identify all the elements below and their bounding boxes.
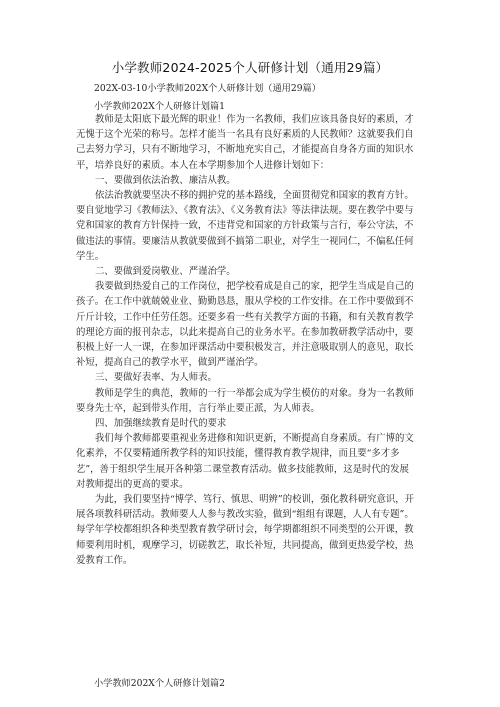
document-body xyxy=(76,112,418,568)
paragraph-point-2: 我要做到热爱自己的工作岗位，把学校看成是自己的家，把学生当成是自己的孩子。在工作中就兢兢业业、勤勤恳恳，服从学校的工作安排。在工作中要做到不斤斤计较，工作中任劳任怨。还要多看一些有关教学方面的书籍，和有关教育教学的理论方面的报刊杂志，以此来提高自己的业务水平。在参加教研教学活动中，要积极上好一人一课，在参加评课活动中要积极发言，并注意吸取别人的意见，取长补短，提高自己的教学水平，做到严谨治学。 xyxy=(76,281,414,369)
heading-point-4: 四、加强继续教育是时代的要求 xyxy=(95,418,227,430)
section-heading-1: 小学教师202X个人研修计划篇1 xyxy=(94,101,225,112)
heading-point-1: 一、要做到依法治教、廉洁从教。 xyxy=(95,174,236,186)
section-heading-2: 小学教师202X个人研修计划篇2 xyxy=(94,678,225,689)
paragraph-point-4-cont: 为此，我们要坚持“博学、笃行、慎思、明辨”的校训，强化教科研究意识，开展各项教科研活动。教师要人人参与教改实验，做到“组组有课题，人人有专题”。每学年学校都组织各种类型教育教学研讨会，每学期都组织不同类型的公开课，教师要利用时机，观摩学习，切磋教艺，取长补短，共同提高，做到更热爱学校，热爱教育工作。 xyxy=(76,494,414,566)
paragraph-point-1: 依法治教就要坚决不移的拥护党的基本路线，全面贯彻党和国家的教育方针。要自觉地学习《教师法》、《教育法》、《义务教育法》等法律法规。要在教学中要与党和国家的教育方针保持一致，不违背党和国家的方针政策与言行，奉公守法，不做违法的事情。要廉洁从教就要做到不搞第二职业，对学生一视同仁，不偏私任何学生。 xyxy=(76,190,414,262)
paragraph-point-4: 我们每个教师都要重视业务进修和知识更新，不断提高自身素质。有广博的文化素养，不仅要精通所教学科的知识技能，懂得教育教学规律，而且要“多才多艺”，善于组织学生展开各种第二课堂教育活动。做多技能教师，这是时代的发展对教师提出的更高的要求。 xyxy=(76,433,414,490)
document-title: 小学教师2024-2025个人研修计划（通用29篇） xyxy=(111,60,389,75)
paragraph-point-3: 教师是学生的典范，教师的一行一举都会成为学生模仿的对象。身为一名教师要身先士卒，起到带头作用，言行举止要正派，为人师表。 xyxy=(76,387,414,414)
heading-point-2: 二、要做到爱岗敬业、严谨治学。 xyxy=(95,266,236,278)
paragraph-intro: 教师是太阳底下最光辉的职业！作为一名教师，我们应该具备良好的素质，才无愧于这个光荣的称号。怎样才能当一名具有良好素质的人民教师？这就要我们自己去努力学习，只有不断地学习，不断地充实自己，才能提高自身各方面的知识水平，培养良好的素质。本人在本学期参加个人进修计划如下： xyxy=(76,114,414,171)
heading-point-3: 三、要做好表率、为人师表。 xyxy=(95,372,217,384)
date-meta-line: 202X-03-10小学教师202X个人研修计划（通用29篇） xyxy=(94,83,321,94)
